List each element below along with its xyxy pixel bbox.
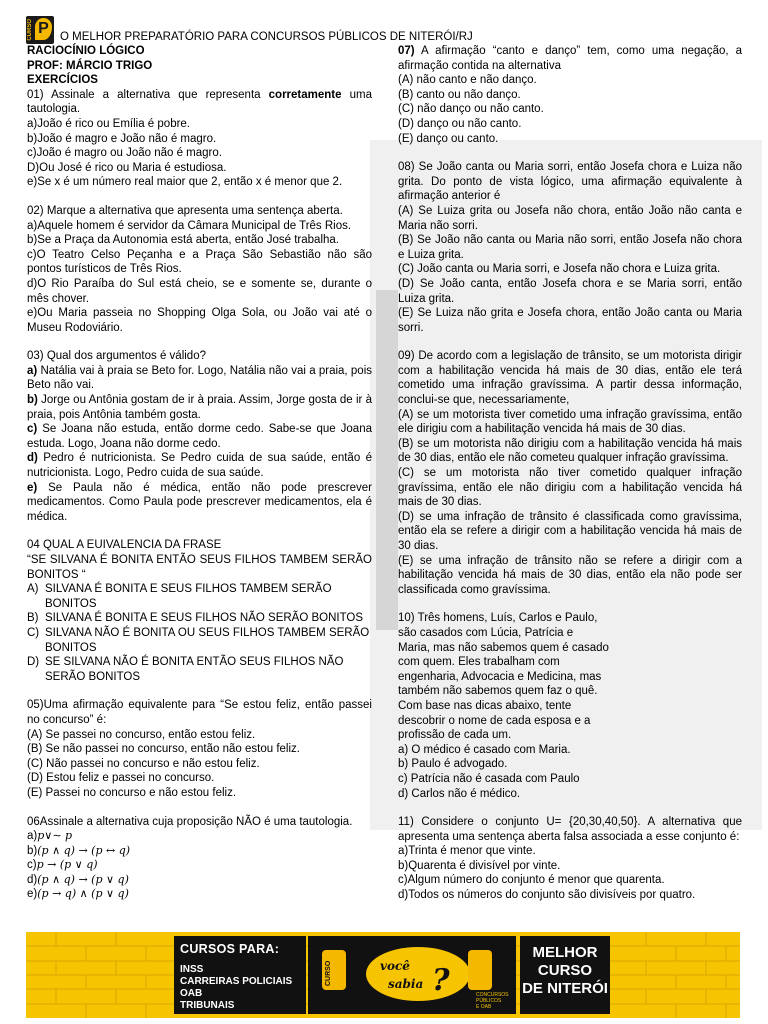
- slogan-line: DE NITERÓI: [522, 980, 608, 997]
- option: (A) se um motorista tiver cometido uma infração gravíssima, então ele dirigiu com a habilitação vencida há mais de 30 dias.: [398, 408, 742, 436]
- option: (C) João canta ou Maria sorri, e Josefa não chora e Luiza grita.: [398, 263, 721, 276]
- question-04: [27, 538, 372, 684]
- promo-graphic: [308, 936, 516, 1014]
- question-11: [398, 815, 742, 903]
- course-item: OAB: [180, 988, 203, 999]
- option: e)Ou Maria passeia no Shopping Olga Sola, ou João vai até o Museu Rodoviário.: [27, 307, 372, 334]
- badge-you-text: você: [380, 959, 410, 973]
- text-line: b) Paulo é advogado.: [398, 758, 508, 771]
- courses-title: CURSOS PARA:: [180, 942, 280, 956]
- question-10: [398, 611, 742, 801]
- option: (B) canto ou não danço.: [398, 88, 521, 101]
- option: [27, 451, 372, 480]
- option-expression: p → (p ∨ q): [36, 858, 98, 872]
- option: b)Quarenta é divisível por vinte.: [398, 859, 561, 872]
- option: (C) não danço ou não canto.: [398, 103, 544, 116]
- option-text: SILVANA NÃO É BONITA OU SEUS FILHOS TAMBEM SERÃO BONITOS: [45, 626, 370, 654]
- text-line: profissão de cada um.: [398, 729, 512, 742]
- option-text: SILVANA É BONITA E SEUS FILHOS TAMBEM SERÃO BONITOS: [45, 583, 332, 610]
- logo-right-block: [468, 950, 492, 990]
- stem-emphasis: corretamente: [268, 88, 342, 101]
- question-stem: [398, 44, 742, 73]
- option: [27, 844, 372, 859]
- option-letter: b): [27, 394, 38, 407]
- option: D)Ou José é rico ou Maria é estudiosa.: [27, 161, 227, 174]
- option-text: SILVANA É BONITA E SEUS FILHOS NÃO SERÃO BONITOS: [45, 612, 364, 625]
- option: (A) Se Luiza grita ou Josefa não chora, então João não canta e Maria não sorri.: [398, 204, 742, 232]
- option-expression: (p ∧ q) → (p ∨ q): [37, 872, 129, 886]
- option: (E) se uma infração de trânsito não se refere a dirigir com a habilitação vencida há mais de 30 dias, então ela não pode ser classificada como gravíssima.: [398, 554, 742, 596]
- option: (D) se uma infração de trânsito é classificada como gravíssima, então ela se refere a dirigir com a habilitação vencida há mais de 30 dias.: [398, 510, 742, 552]
- option-expression: (p → q) ∧ (p ∨ q): [37, 887, 129, 901]
- option: a)Trinta é menor que vinte.: [398, 845, 536, 858]
- text-line: a) O médico é casado com Maria.: [398, 743, 571, 756]
- option-letter: c): [27, 859, 37, 872]
- left-column: [27, 44, 372, 902]
- option: (B) se um motorista não dirigiu com a habilitação vencida há mais de 30 dias, então ele não cometeu qualquer infração gravíssima.: [398, 437, 742, 465]
- option: [27, 611, 372, 626]
- option: e)Se x é um número real maior que 2, então x é menor que 2.: [27, 176, 343, 189]
- text-line: Com base nas dicas abaixo, tente: [398, 699, 572, 712]
- logo-p-icon: P: [35, 18, 52, 40]
- question-08: [398, 160, 742, 335]
- slogan-line: CURSO: [537, 962, 593, 979]
- option-letter: B): [27, 612, 39, 625]
- question-stem: 04 QUAL A EUIVALENCIA DA FRASE: [27, 539, 222, 552]
- question-stem: 05)Uma afirmação equivalente para “Se estou feliz, então passei no concurso” é:: [27, 699, 372, 726]
- option: (C) se um motorista não tiver cometido qualquer infração gravíssima, então ele não dirigiu com a habilitação vencida há mais de 30 dias.: [398, 467, 742, 509]
- option: [27, 655, 372, 684]
- question-06: [27, 815, 372, 903]
- option-letter: b): [27, 844, 38, 857]
- option-text: Jorge ou Antônia gostam de ir à praia. Assim, Jorge gosta de ir à praia, pois Antônia também gosta.: [27, 394, 372, 421]
- option: [27, 481, 372, 525]
- question-stem: [27, 88, 372, 117]
- option-letter: c): [27, 423, 38, 436]
- badge-curso-text: CURSO: [325, 960, 332, 986]
- stem-text: uma tautologia.: [27, 88, 372, 116]
- option: (C) Não passei no concurso e não estou feliz.: [27, 757, 260, 770]
- option: [27, 887, 372, 902]
- option: b)Se a Praça da Autonomia está aberta, então José trabalha.: [27, 234, 339, 247]
- course-logo: [26, 16, 54, 44]
- option: a)Aquele homem é servidor da Câmara Municipal de Três Rios.: [27, 219, 352, 232]
- question-stem: 06Assinale a alternativa cuja proposição NÃO é uma tautologia.: [27, 815, 353, 828]
- right-column: [398, 44, 742, 903]
- course-item: INSS: [180, 964, 204, 975]
- question-stem: 02) Marque a alternativa que apresenta uma sentença aberta.: [27, 204, 343, 217]
- option: [27, 858, 372, 873]
- option-letter: D): [27, 656, 40, 669]
- question-01: [27, 88, 372, 190]
- badge-oab-text: E OAB: [476, 1004, 492, 1010]
- header-title: O MELHOR PREPARATÓRIO PARA CONCURSOS PÚBLICOS DE NITERÓI/RJ: [60, 31, 473, 43]
- question-03: [27, 349, 372, 524]
- text-line: Maria, mas não sabemos quem é casado: [398, 641, 609, 654]
- option-text: Pedro é nutricionista. Se Pedro cuida de sua saúde, então é nutricionista. Logo, Pedro cuida de sua saúde.: [27, 452, 372, 480]
- option-letter: d): [27, 873, 38, 886]
- option-text: Se Joana não estuda, então dorme cedo. Sabe-se que Joana estuda. Logo, Joana não dorme cedo.: [27, 423, 372, 450]
- option: (A) não canto e não danço.: [398, 74, 537, 87]
- page-header: [22, 14, 742, 42]
- question-quote: “SE SILVANA É BONITA ENTÃO SEUS FILHOS TAMBEM SERÃO BONITOS “: [27, 554, 372, 581]
- option: (B) Se não passei no concurso, então não estou feliz.: [27, 743, 300, 756]
- subject-title: RACIOCÍNIO LÓGICO: [27, 45, 145, 57]
- badge-publicos-text: PÚBLICOS: [476, 998, 502, 1004]
- question-05: [27, 698, 372, 800]
- exercises-heading: EXERCÍCIOS: [27, 74, 98, 87]
- badge-concursos-text: CONCURSOS: [476, 992, 509, 998]
- logo-text: CURSO: [27, 19, 33, 41]
- badge-knew-text: sabia: [388, 977, 424, 991]
- text-line: c) Patrícia não é casada com Paulo: [398, 772, 580, 785]
- option: (E) danço ou canto.: [398, 132, 499, 145]
- badge-question-mark: ?: [432, 963, 450, 998]
- question-stem: 03) Qual dos argumentos é válido?: [27, 350, 206, 363]
- option: [27, 582, 372, 611]
- courses-panel: [174, 936, 306, 1014]
- option-letter: a): [27, 364, 38, 377]
- option: [27, 364, 372, 393]
- text-line: d) Carlos não é médico.: [398, 787, 521, 800]
- option: d)O Rio Paraíba do Sul está cheio, se e somente se, durante o mês chover.: [27, 277, 372, 305]
- option: (E) Se Luiza não grita e Josefa chora, então João canta ou Maria sorri.: [398, 307, 742, 334]
- option: c)João é magro ou João não é magro.: [27, 147, 222, 160]
- option: [27, 626, 372, 655]
- text-line: também não sabemos quem faz o quê.: [398, 685, 598, 698]
- option-letter: A): [27, 583, 39, 596]
- question-stem: 11) Considere o conjunto U= {20,30,40,50}. A alternativa que apresenta uma sentença aberta falsa associada a esse conjunto é:: [398, 816, 742, 843]
- option: c)O Teatro Celso Peçanha e a Praça São Sebastião não são pontos turísticos de Três Rios.: [27, 248, 372, 276]
- option-text: Se Paula não é médica, então não pode prescrever medicamentos. Como Paula pode prescrever medicamentos, ela é médica.: [27, 481, 372, 523]
- option: (E) Passei no concurso e não estou feliz.: [27, 786, 237, 799]
- option: c)Algum número do conjunto é menor que quarenta.: [398, 874, 665, 887]
- text-line: engenharia, Advocacia e Medicina, mas: [398, 670, 602, 683]
- option: (D) Estou feliz e passei no concurso.: [27, 772, 215, 785]
- option: b)João é magro e João não é magro.: [27, 132, 217, 145]
- option: [27, 422, 372, 451]
- option-letter: e): [27, 888, 38, 901]
- course-item: TRIBUNAIS: [180, 1000, 235, 1011]
- professor-name: PROF: MÁRCIO TRIGO: [27, 59, 153, 72]
- option-letter: d): [27, 452, 38, 465]
- option: (A) Se passei no concurso, então estou feliz.: [27, 728, 256, 741]
- option-expression: p∨∼ p: [37, 829, 73, 843]
- question-number: 07): [398, 45, 415, 57]
- speech-bubble: [366, 947, 470, 1001]
- watermark-bar: [376, 290, 398, 630]
- stem-text: 01) Assinale a alternativa que representa: [27, 88, 269, 101]
- promo-badge: [308, 936, 516, 1014]
- question-02: [27, 204, 372, 335]
- option-letter: e): [27, 481, 38, 494]
- slogan-line: MELHOR: [532, 944, 598, 961]
- text-line: descobrir o nome de cada esposa e a: [398, 714, 591, 727]
- text-line: 10) Três homens, Luís, Carlos e Paulo,: [398, 612, 598, 625]
- option-letter: C): [27, 626, 40, 639]
- text-line: com quem. Eles trabalham com: [398, 656, 560, 669]
- question-stem: 09) De acordo com a legislação de trânsito, se um motorista dirigir com a habilitação vencida há mais de 30 dias, então ele terá cometido uma infração gravíssima. A partir dessa informação, conclui-se que, necessariamente,: [398, 350, 742, 407]
- slogan-panel: [520, 936, 610, 1014]
- option: (D) danço ou não canto.: [398, 117, 522, 130]
- option-letter: a): [27, 830, 38, 843]
- text-line: são casados com Lúcia, Patrícia e: [398, 626, 574, 639]
- question-stem: 08) Se João canta ou Maria sorri, então Josefa chora e Luiza não grita. Do ponto de vista lógico, uma afirmação equivalente à afirmação anterior é: [398, 161, 742, 203]
- footer-banner: [26, 932, 740, 1018]
- question-09: [398, 349, 742, 597]
- option: (B) Se João não canta ou Maria não sorri, então Josefa não chora e Luiza grita.: [398, 234, 742, 261]
- option: a)João é rico ou Emília é pobre.: [27, 117, 191, 130]
- option: d)Todos os números do conjunto são divisíveis por quatro.: [398, 889, 696, 902]
- option-text: Natália vai à praia se Beto for. Logo, Natália não vai a praia, pois Beto não vai.: [27, 364, 372, 392]
- question-07: [398, 44, 742, 146]
- option: [27, 873, 372, 888]
- option-expression: (p ∧ q) → (p ↔ q): [37, 843, 131, 857]
- stem-text: A afirmação “canto e danço” tem, como uma negação, a afirmação contida na alternativa: [398, 45, 742, 72]
- option: [27, 393, 372, 422]
- option: (D) Se João canta, então Josefa chora e se Maria sorri, então Luiza grita.: [398, 277, 742, 305]
- option-text: SE SILVANA NÃO É BONITA ENTÃO SEUS FILHOS NÃO SERÃO BONITOS: [45, 656, 344, 683]
- option: [27, 829, 372, 844]
- course-item: CARREIRAS POLICIAIS: [180, 976, 293, 987]
